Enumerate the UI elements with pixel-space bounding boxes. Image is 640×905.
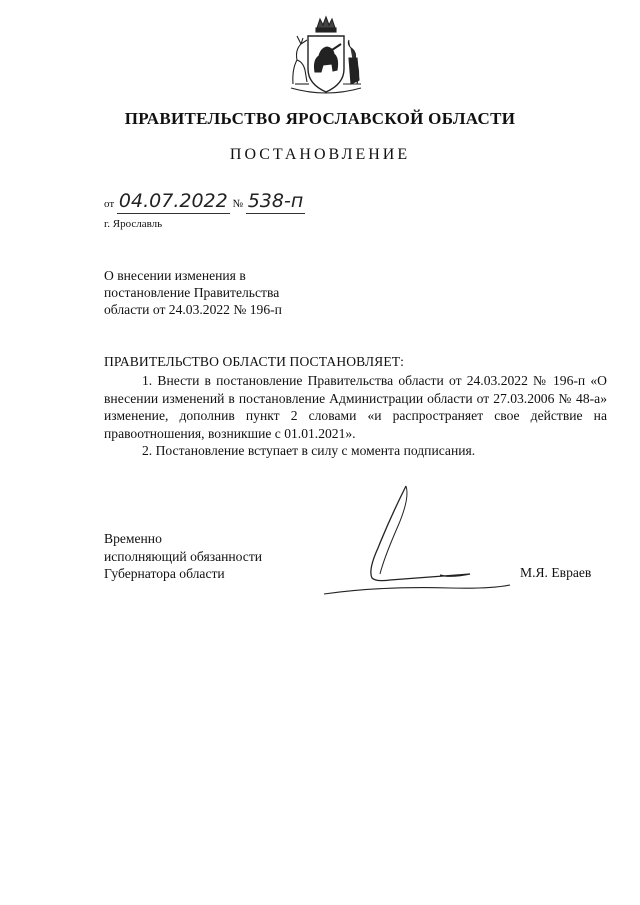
body-item-1: 1. Внести в постановление Правительства области от 24.03.2022 № 196-п «О внесении изменений в постановление Администрации области от 27.03.2006 № 48-а» изменение, дополнив пункт 2 словами «и распространяет свое действие на правоотношения, возникшие с 01.01.2021». bbox=[104, 373, 607, 441]
subject-line: области от 24.03.2022 № 196-п bbox=[104, 302, 282, 317]
resolves-heading: ПРАВИТЕЛЬСТВО ОБЛАСТИ ПОСТАНОВЛЯЕТ: bbox=[104, 354, 404, 369]
position-line: Губернатора области bbox=[104, 566, 225, 581]
document-type: ПОСТАНОВЛЕНИЕ bbox=[229, 146, 411, 163]
subject-line: постановление Правительства bbox=[104, 285, 280, 300]
registration-number: 538-п bbox=[247, 190, 304, 212]
signer-name: М.Я. Евраев bbox=[520, 565, 592, 580]
government-title: ПРАВИТЕЛЬСТВО ЯРОСЛАВСКОЙ ОБЛАСТИ bbox=[124, 109, 516, 128]
body-item-2: 2. Постановление вступает в силу с момента подписания. bbox=[142, 443, 476, 458]
registration-line bbox=[104, 190, 305, 214]
from-label: от bbox=[104, 198, 115, 210]
document-body bbox=[104, 372, 607, 460]
document-subject bbox=[104, 267, 364, 318]
signer-position bbox=[104, 530, 262, 583]
city: г. Ярославль bbox=[104, 218, 163, 230]
position-line: исполняющий обязанности bbox=[104, 548, 263, 564]
handwritten-signature bbox=[320, 478, 520, 608]
number-label: № bbox=[232, 198, 243, 210]
coat-of-arms-emblem bbox=[283, 14, 369, 100]
registration-date: 04.07.2022 bbox=[118, 190, 228, 212]
subject-line: О внесении изменения в bbox=[104, 268, 246, 283]
position-line: Временно bbox=[104, 531, 162, 546]
